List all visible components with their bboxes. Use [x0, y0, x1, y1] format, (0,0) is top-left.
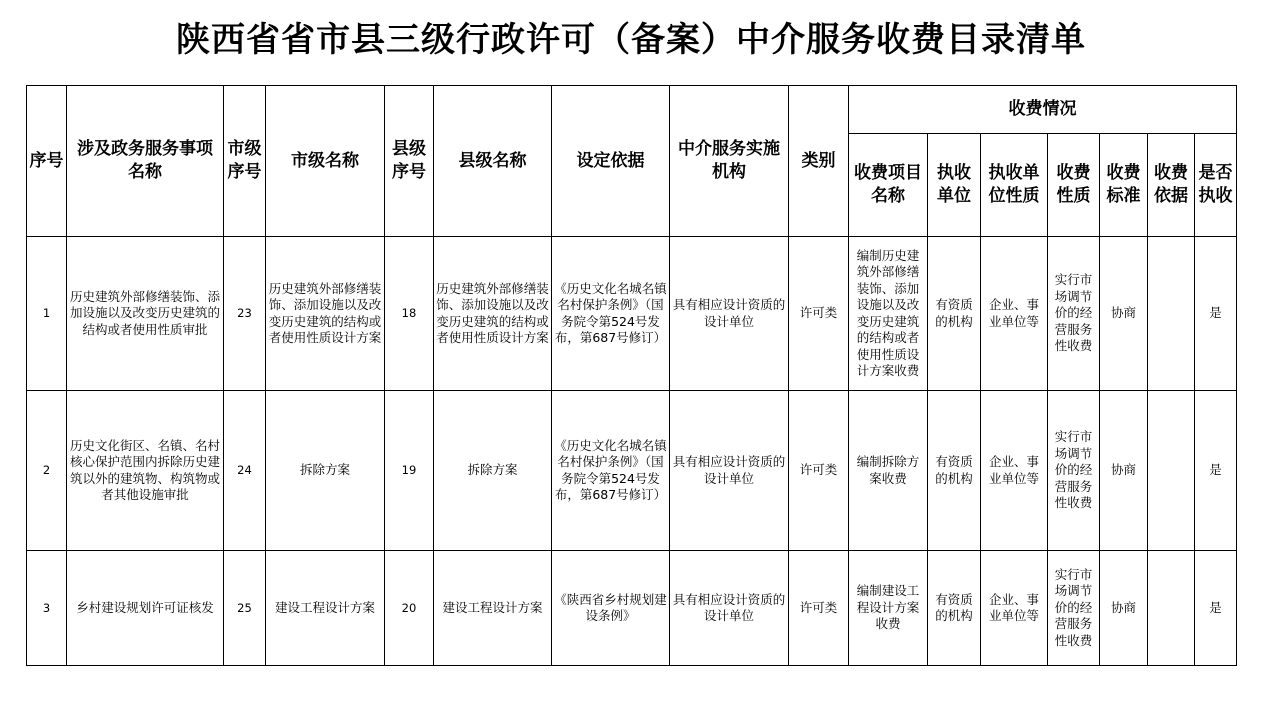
cell-fee-basis [1148, 391, 1195, 551]
cell-basis: 《历史文化名城名镇名村保护条例》（国务院令第524号发布，第687号修订） [552, 237, 670, 391]
table-row [27, 237, 1237, 391]
cell-collector-type: 企业、事业单位等 [981, 551, 1048, 666]
cell-county-name: 建设工程设计方案 [434, 551, 552, 666]
cell-category: 许可类 [789, 237, 849, 391]
header-is-collected: 是否执收 [1195, 134, 1237, 237]
cell-service-item: 历史建筑外部修缮装饰、添加设施以及改变历史建筑的结构或者使用性质审批 [67, 237, 224, 391]
cell-fee-nature: 实行市场调节价的经营服务性收费 [1048, 551, 1100, 666]
cell-collector: 有资质的机构 [928, 237, 981, 391]
header-county-name: 县级名称 [434, 86, 552, 237]
cell-seq: 2 [27, 391, 67, 551]
cell-city-seq: 25 [224, 551, 266, 666]
cell-fee-standard: 协商 [1100, 391, 1148, 551]
cell-is-collected: 是 [1195, 391, 1237, 551]
cell-seq: 1 [27, 237, 67, 391]
cell-basis: 《陕西省乡村规划建设条例》 [552, 551, 670, 666]
cell-fee-item: 编制拆除方案收费 [849, 391, 928, 551]
cell-county-name: 历史建筑外部修缮装饰、添加设施以及改变历史建筑的结构或者使用性质设计方案 [434, 237, 552, 391]
cell-category: 许可类 [789, 551, 849, 666]
cell-city-seq: 23 [224, 237, 266, 391]
cell-county-seq: 20 [385, 551, 434, 666]
cell-is-collected: 是 [1195, 237, 1237, 391]
cell-category: 许可类 [789, 391, 849, 551]
header-agency: 中介服务实施机构 [670, 86, 789, 237]
header-city-seq: 市级序号 [224, 86, 266, 237]
cell-fee-item: 编制历史建筑外部修缮装饰、添加设施以及改变历史建筑的结构或者使用性质设计方案收费 [849, 237, 928, 391]
cell-city-seq: 24 [224, 391, 266, 551]
header-fee-basis: 收费依据 [1148, 134, 1195, 237]
fee-catalog-table [26, 85, 1237, 666]
cell-is-collected: 是 [1195, 551, 1237, 666]
cell-agency: 具有相应设计资质的设计单位 [670, 391, 789, 551]
header-collector-type: 执收单位性质 [981, 134, 1048, 237]
table-row [27, 391, 1237, 551]
cell-agency: 具有相应设计资质的设计单位 [670, 551, 789, 666]
cell-county-seq: 19 [385, 391, 434, 551]
cell-city-name: 拆除方案 [266, 391, 385, 551]
cell-county-name: 拆除方案 [434, 391, 552, 551]
header-fee-standard: 收费标准 [1100, 134, 1148, 237]
cell-fee-item: 编制建设工程设计方案收费 [849, 551, 928, 666]
cell-basis: 《历史文化名城名镇名村保护条例》（国务院令第524号发布，第687号修订） [552, 391, 670, 551]
header-basis: 设定依据 [552, 86, 670, 237]
cell-fee-basis [1148, 237, 1195, 391]
header-category: 类别 [789, 86, 849, 237]
table-row [27, 551, 1237, 666]
header-row-1 [27, 86, 1237, 134]
cell-fee-nature: 实行市场调节价的经营服务性收费 [1048, 391, 1100, 551]
cell-fee-standard: 协商 [1100, 551, 1148, 666]
cell-fee-basis [1148, 551, 1195, 666]
header-city-name: 市级名称 [266, 86, 385, 237]
header-fee-nature: 收费性质 [1048, 134, 1100, 237]
cell-county-seq: 18 [385, 237, 434, 391]
cell-collector-type: 企业、事业单位等 [981, 237, 1048, 391]
cell-service-item: 历史文化街区、名镇、名村核心保护范围内拆除历史建筑以外的建筑物、构筑物或者其他设施审批 [67, 391, 224, 551]
cell-collector-type: 企业、事业单位等 [981, 391, 1048, 551]
header-fee-item: 收费项目名称 [849, 134, 928, 237]
cell-collector: 有资质的机构 [928, 551, 981, 666]
page-title: 陕西省省市县三级行政许可（备案）中介服务收费目录清单 [176, 20, 1086, 60]
header-fee-group: 收费情况 [849, 86, 1237, 134]
cell-fee-nature: 实行市场调节价的经营服务性收费 [1048, 237, 1100, 391]
header-county-seq: 县级序号 [385, 86, 434, 237]
cell-city-name: 历史建筑外部修缮装饰、添加设施以及改变历史建筑的结构或者使用性质设计方案 [266, 237, 385, 391]
cell-service-item: 乡村建设规划许可证核发 [67, 551, 224, 666]
header-service-item: 涉及政务服务事项名称 [67, 86, 224, 237]
cell-city-name: 建设工程设计方案 [266, 551, 385, 666]
cell-fee-standard: 协商 [1100, 237, 1148, 391]
header-collector: 执收单位 [928, 134, 981, 237]
cell-agency: 具有相应设计资质的设计单位 [670, 237, 789, 391]
header-seq: 序号 [27, 86, 67, 237]
cell-seq: 3 [27, 551, 67, 666]
cell-collector: 有资质的机构 [928, 391, 981, 551]
